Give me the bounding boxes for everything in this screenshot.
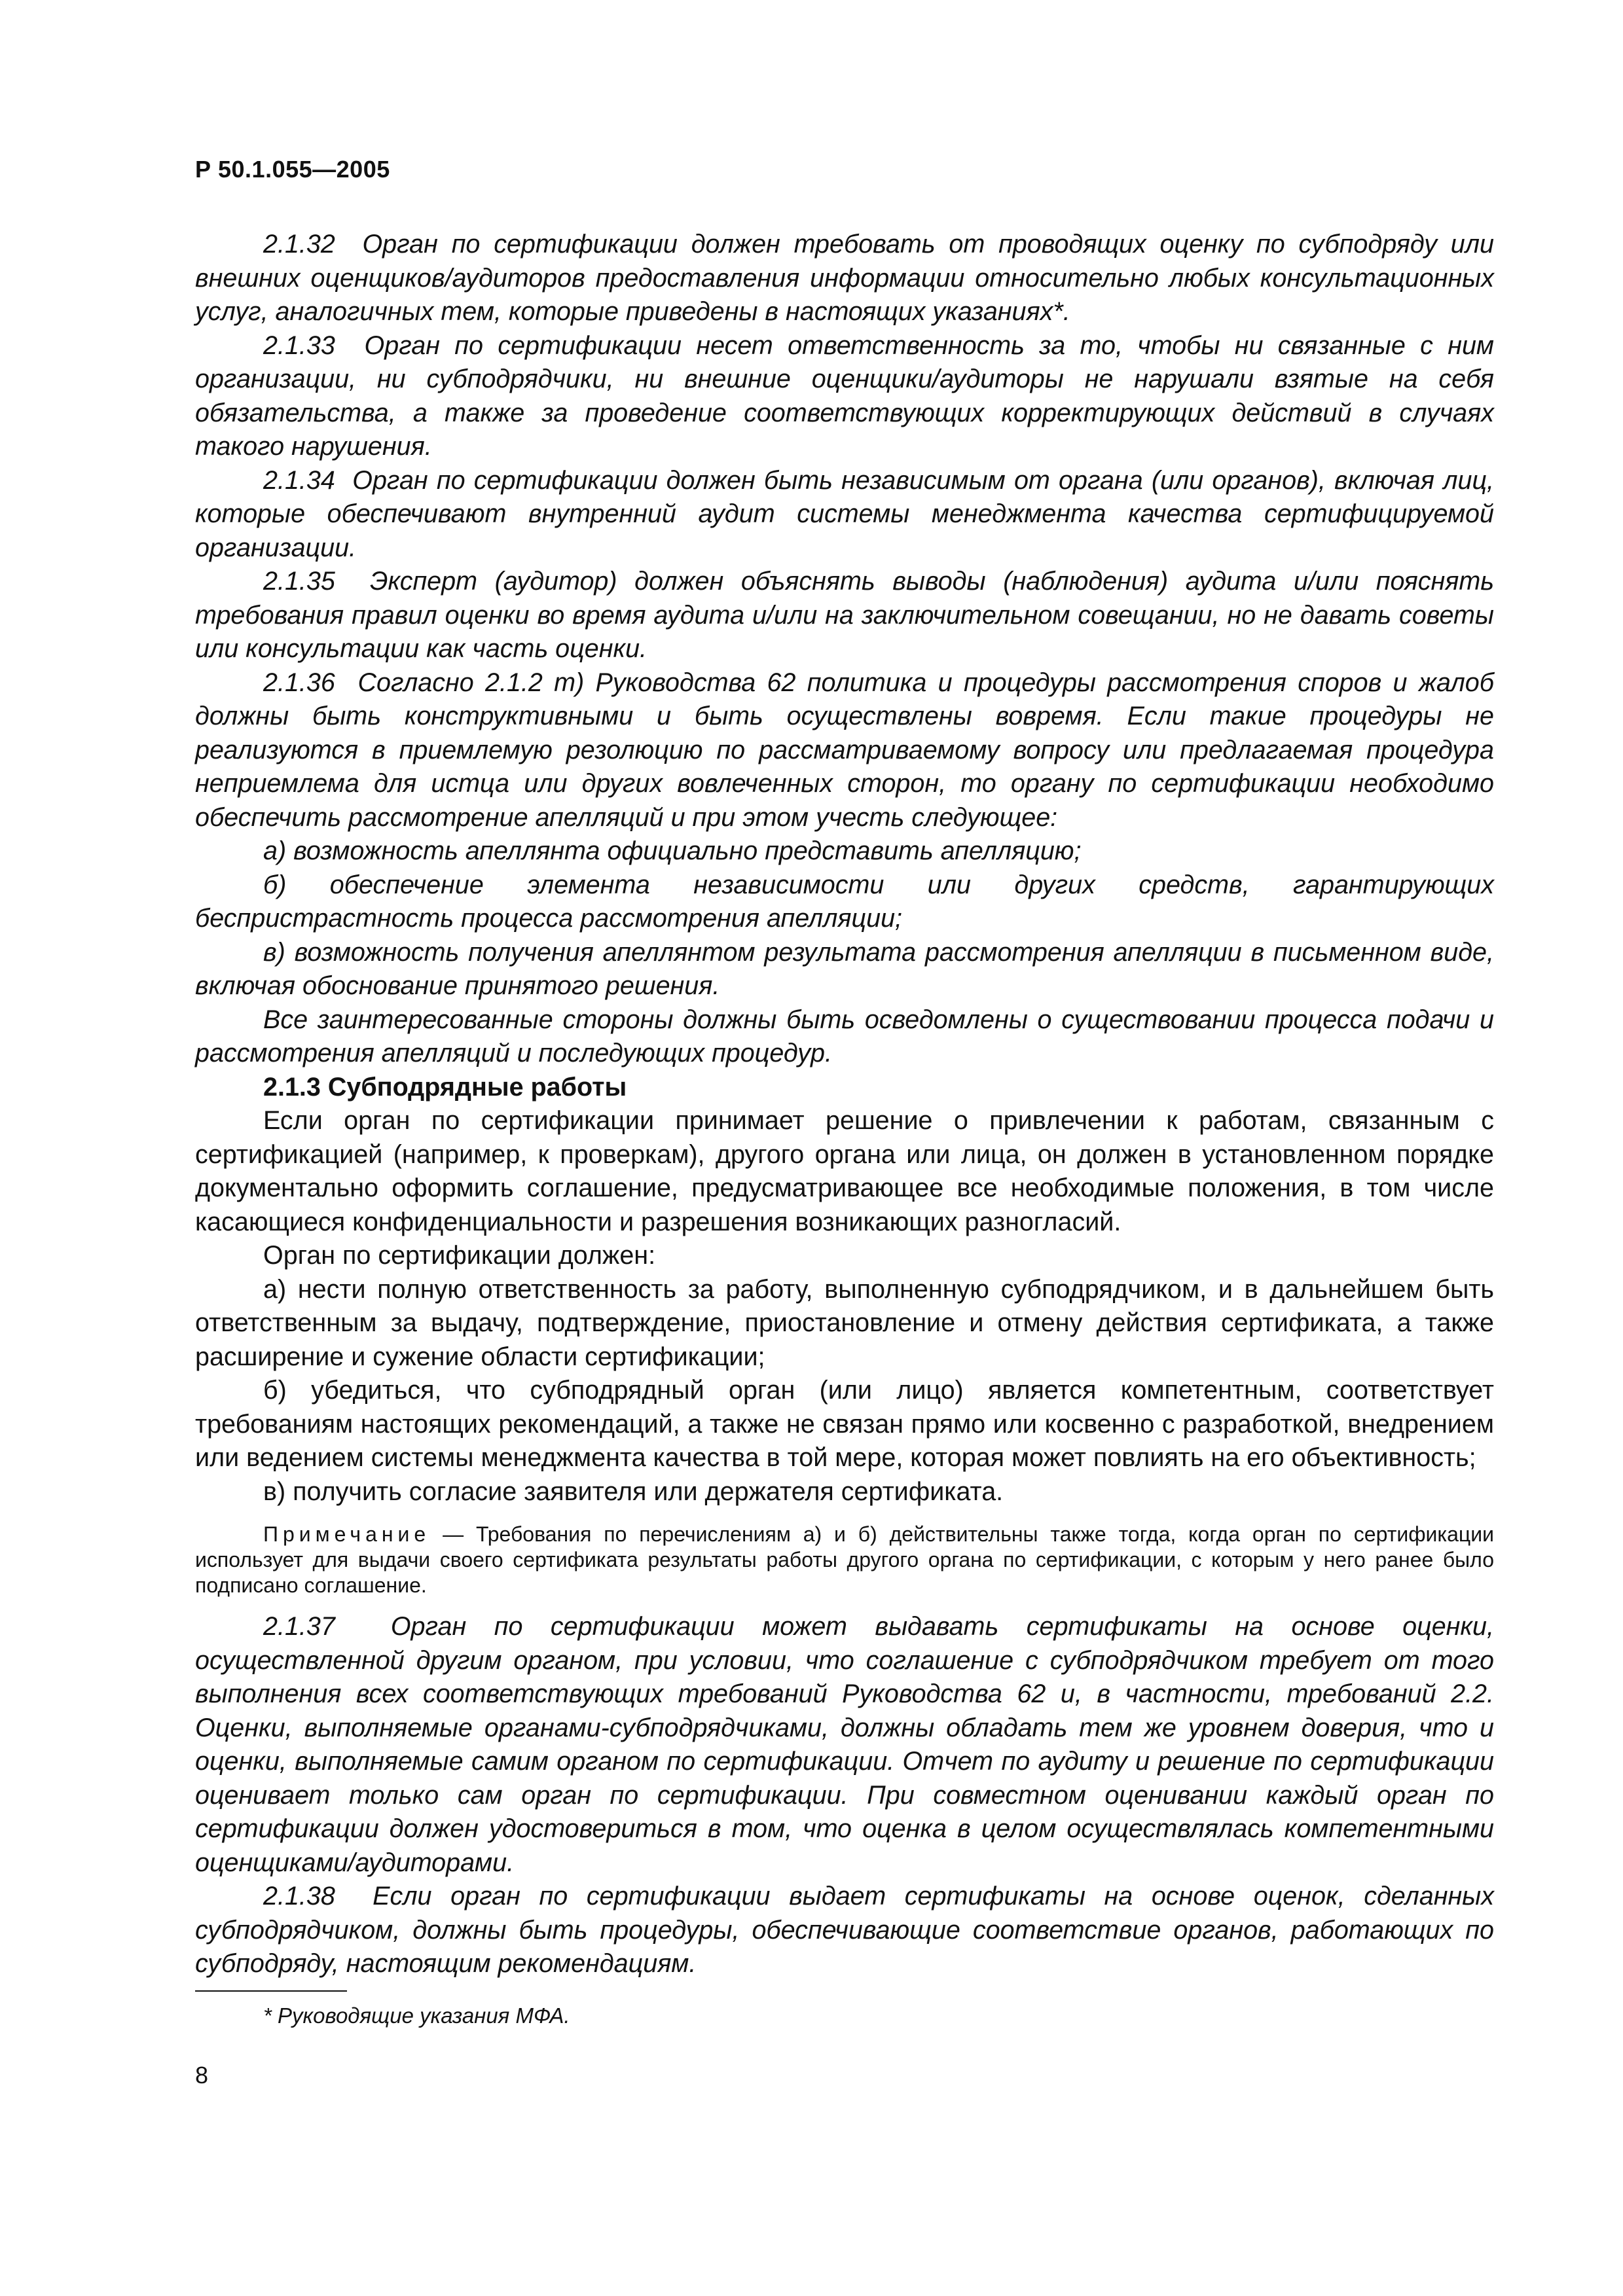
clause-number: 2.1.34	[263, 465, 335, 495]
clause-number: 2.1.33	[263, 331, 335, 360]
paragraph-2-1-36	[195, 666, 1494, 835]
paragraph-2-1-37	[195, 1610, 1494, 1880]
list-item-2-1-36-a: а) возможность апеллянта официально представить апелляцию;	[263, 836, 1082, 865]
footnote-divider	[195, 1990, 347, 1992]
clause-number: 2.1.32	[263, 230, 335, 259]
paragraph-2-1-3-intro: Если орган по сертификации принимает решение о привлечении к работам, связанным с сертификацией (например, к проверкам), другого органа или лица, он должен в установленном порядке документально оформить соглашение, предусматривающее все необходимые положения, в том числе касающиеся конфиденциальности и разрешения возникающих разногласий.	[195, 1106, 1494, 1236]
note	[195, 1522, 1494, 1598]
list-item-2-1-36-c: в) возможность получения апеллянтом результата рассмотрения апелляции в письменном виде, включая обоснование принятого решения.	[195, 937, 1494, 1000]
clause-text: Орган по сертификации несет ответственность за то, чтобы ни связанные с ним организации, ни субподрядчики, ни внешние оценщики/аудиторы не нарушали взятые на себя обязательства, а также за проведение соответствующих корректирующих действий в случаях такого нарушения.	[195, 331, 1495, 461]
paragraph-2-1-3-must: Орган по сертификации должен:	[263, 1241, 656, 1270]
clause-number: 2.1.37	[263, 1612, 335, 1641]
document-body	[195, 228, 1494, 1981]
note-text: — Требования по перечислениям а) и б) действительны также тогда, когда орган по сертификации использует для выдачи своего сертификата результаты работы другого органа по сертификации, с которым у него ранее было подписано соглашение.	[195, 1522, 1494, 1597]
clause-number: 2.1.36	[263, 668, 335, 697]
clause-number: 2.1.35	[263, 567, 335, 596]
paragraph-2-1-36-closing: Все заинтересованные стороны должны быть осведомлены о существовании процесса подачи и рассмотрения апелляций и последующих процедур.	[195, 1005, 1494, 1067]
footnote: * Руководящие указания МФА.	[263, 2003, 570, 2028]
note-label: Примечание	[263, 1522, 431, 1546]
paragraph-2-1-34	[195, 464, 1494, 565]
clause-text: Орган по сертификации может выдавать сертификаты на основе оценки, осуществленной другим органом, при условии, что соглашение с субподрядчиком требует от того выполнения всех соответствующих требований Руководства 62 и, в частности, требований 2.2. Оценки, выполняемые органами-субподрядчиками, должны обладать тем же уровнем доверия, что и оценки, выполняемые самим органом по сертификации. Отчет по аудиту и решение по сертификации оценивает только сам орган по сертификации. При совместном оценивании каждый орган по сертификации должен удостовериться в том, что оценка в целом осуществлялась компетентными оценщиками/аудиторами.	[195, 1612, 1494, 1877]
list-item-2-1-36-b: б) обеспечение элемента независимости или других средств, гарантирующих беспристрастность процесса рассмотрения апелляции;	[195, 870, 1494, 933]
section-heading-2-1-3: 2.1.3 Субподрядные работы	[263, 1072, 627, 1102]
clause-text: Согласно 2.1.2 m) Руководства 62 политика и процедуры рассмотрения споров и жалоб должны быть конструктивными и быть осуществлены вовремя. Если такие процедуры не реализуются в приемлемую резолюцию по рассматриваемому вопросу или предлагаемая процедура неприемлема для истца или других вовлеченных сторон, то органу по сертификации необходимо обеспечить рассмотрение апелляций и при этом учесть следующее:	[195, 668, 1494, 832]
clause-text: Эксперт (аудитор) должен объяснять выводы (наблюдения) аудита и/или пояснять требования правил оценки во время аудита и/или на заключительном совещании, но не давать советы или консультации как часть оценки.	[195, 567, 1494, 663]
paragraph-2-1-32	[195, 228, 1494, 329]
list-item-2-1-3-c: в) получить согласие заявителя или держателя сертификата.	[263, 1477, 1004, 1506]
clause-text: Если орган по сертификации выдает сертификаты на основе оценок, сделанных субподрядчиком, должны быть процедуры, обеспечивающие соответствие органов, работающих по субподряду, настоящим рекомендациям.	[195, 1882, 1494, 1978]
clause-text: Орган по сертификации должен быть независимым от органа (или органов), включая лиц, которые обеспечивают внутренний аудит системы менеджмента качества сертифицируемой организации.	[195, 465, 1495, 562]
paragraph-2-1-38	[195, 1880, 1494, 1981]
document-number-header: Р 50.1.055—2005	[195, 156, 390, 183]
page-number: 8	[195, 2062, 209, 2089]
list-item-2-1-3-a: а) нести полную ответственность за работу, выполненную субподрядчиком, и в дальнейшем быть ответственным за выдачу, подтверждение, приостановление и отмену действия сертификата, а также расширение и сужение области сертификации;	[195, 1274, 1494, 1371]
clause-number: 2.1.38	[263, 1882, 335, 1910]
clause-text: Орган по сертификации должен требовать от проводящих оценку по субподряду или внешних оценщиков/аудиторов предоставления информации относительно любых консультационных услуг, аналогичных тем, которые приведены в настоящих указаниях*.	[195, 230, 1494, 326]
paragraph-2-1-33	[195, 329, 1494, 464]
paragraph-2-1-35	[195, 565, 1494, 666]
list-item-2-1-3-b: б) убедиться, что субподрядный орган (или лицо) является компетентным, соответствует требованиям настоящих рекомендаций, а также не связан прямо или косвенно с разработкой, внедрением или ведением системы менеджмента качества в той мере, которая может повлиять на его объективность;	[195, 1376, 1494, 1472]
